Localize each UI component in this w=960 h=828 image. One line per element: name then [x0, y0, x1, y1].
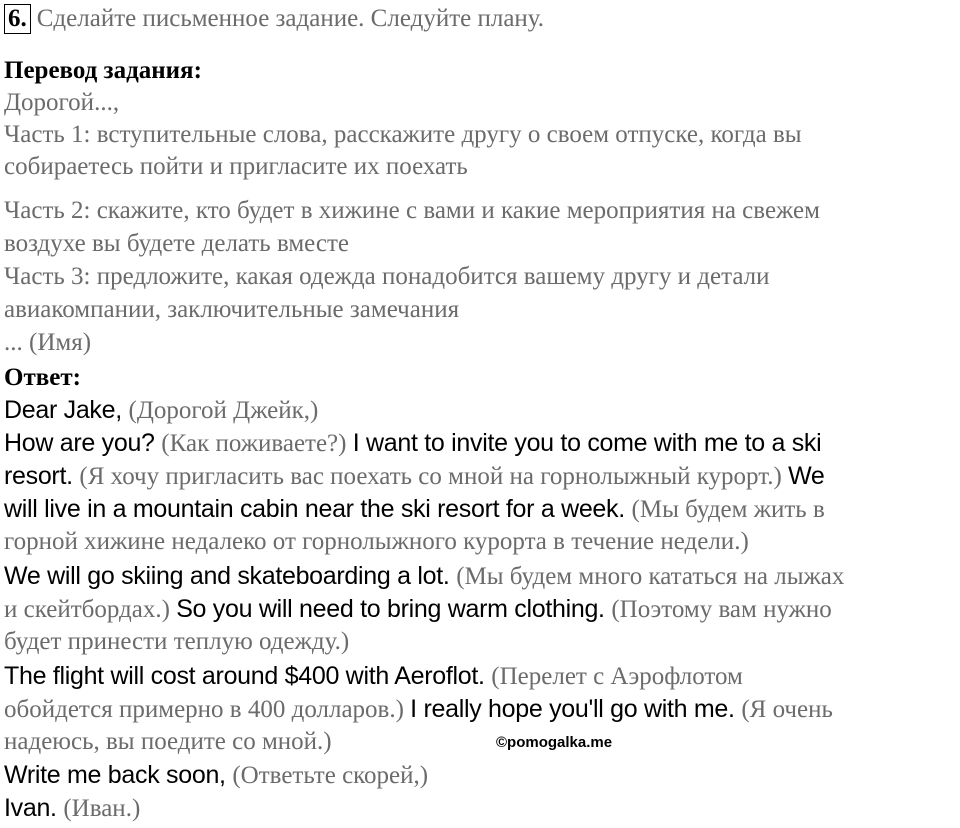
answer-line-12	[4, 761, 428, 790]
answer-text-ru: (Мы будем жить в	[631, 496, 825, 523]
task-line	[4, 4, 544, 34]
answer-text-en: Dear Jake,	[4, 396, 129, 424]
answer-text-en: We will go skiing and skateboarding a lot.	[4, 562, 457, 590]
answer-text-ru: (Мы будем много кататься на лыжах	[456, 563, 845, 590]
answer-text-en: will live in a mountain cabin near the ski resort for a week.	[4, 495, 632, 523]
translation-heading: Перевод задания:	[4, 57, 202, 84]
answer-line-1	[4, 396, 318, 425]
answer-text-en: How are you?	[4, 429, 162, 457]
task-instruction: Сделайте письменное задание. Следуйте плану.	[36, 5, 545, 32]
answer-text-en: The flight will cost around $400 with Aeroflot.	[4, 662, 492, 690]
answer-line-9	[4, 662, 743, 691]
answer-line-8	[4, 628, 349, 656]
answer-line-10	[4, 695, 833, 724]
answer-text-en: Write me back soon,	[4, 761, 233, 789]
translation-greeting: Дорогой...,	[4, 89, 120, 116]
translation-part3-line1: Часть 3: предложите, какая одежда понадобится вашему другу и детали	[4, 263, 770, 290]
translation-part1-line2: собираетесь пойти и пригласите их поехать	[4, 153, 468, 180]
translation-part3-line2: авиакомпании, заключительные замечания	[4, 296, 460, 323]
answer-text-ru: (Поэтому вам нужно	[611, 596, 832, 623]
answer-text-ru: (Как поживаете?)	[161, 430, 353, 457]
answer-text-en: Ivan.	[4, 794, 64, 822]
answer-heading: Ответ:	[4, 364, 81, 391]
answer-line-13	[4, 794, 140, 823]
answer-text-ru: обойдется примерно в 400 долларов.)	[4, 696, 411, 723]
answer-line-5	[4, 528, 749, 556]
translation-part1-line1: Часть 1: вступительные слова, расскажите другу о своем отпуске, когда вы	[4, 121, 802, 148]
translation-part2-line1: Часть 2: скажите, кто будет в хижине с вами и какие мероприятия на свежем	[4, 197, 820, 224]
answer-text-ru: и скейтбордах.)	[4, 596, 177, 623]
answer-text-en: I want to invite you to come with me to a ski	[352, 429, 822, 457]
answer-line-4	[4, 495, 825, 524]
translation-name: ... (Имя)	[4, 329, 92, 356]
answer-line-6	[4, 562, 844, 591]
answer-line-2	[4, 429, 821, 458]
answer-text-en: So you will need to bring warm clothing.	[176, 595, 612, 623]
translation-part2-line2: воздухе вы будете делать вместе	[4, 230, 349, 257]
answer-text-ru: горной хижине недалеко от горнолыжного курорта в течение недели.)	[4, 528, 749, 555]
answer-line-7	[4, 595, 832, 624]
answer-text-en: We	[788, 462, 825, 490]
watermark: ©pomogalka.me	[496, 734, 613, 751]
answer-text-ru: (Ответьте скорей,)	[232, 762, 429, 789]
answer-text-ru: (Я хочу пригласить вас поехать со мной на горнолыжный курорт.)	[79, 463, 789, 490]
answer-text-ru: (Перелет с Аэрофлотом	[491, 663, 743, 690]
answer-line-3	[4, 462, 825, 491]
answer-text-en: I really hope you'll go with me.	[410, 695, 742, 723]
answer-text-ru: (Дорогой Джейк,)	[128, 397, 319, 424]
answer-text-ru: (Я очень	[741, 696, 833, 723]
task-number: 6.	[4, 4, 31, 34]
answer-text-ru: будет принести теплую одежду.)	[4, 628, 350, 655]
answer-line-11	[4, 728, 332, 756]
answer-text-en: resort.	[4, 462, 80, 490]
answer-text-ru: (Иван.)	[63, 795, 141, 822]
answer-text-ru: надеюсь, вы поедите со мной.)	[4, 728, 332, 755]
